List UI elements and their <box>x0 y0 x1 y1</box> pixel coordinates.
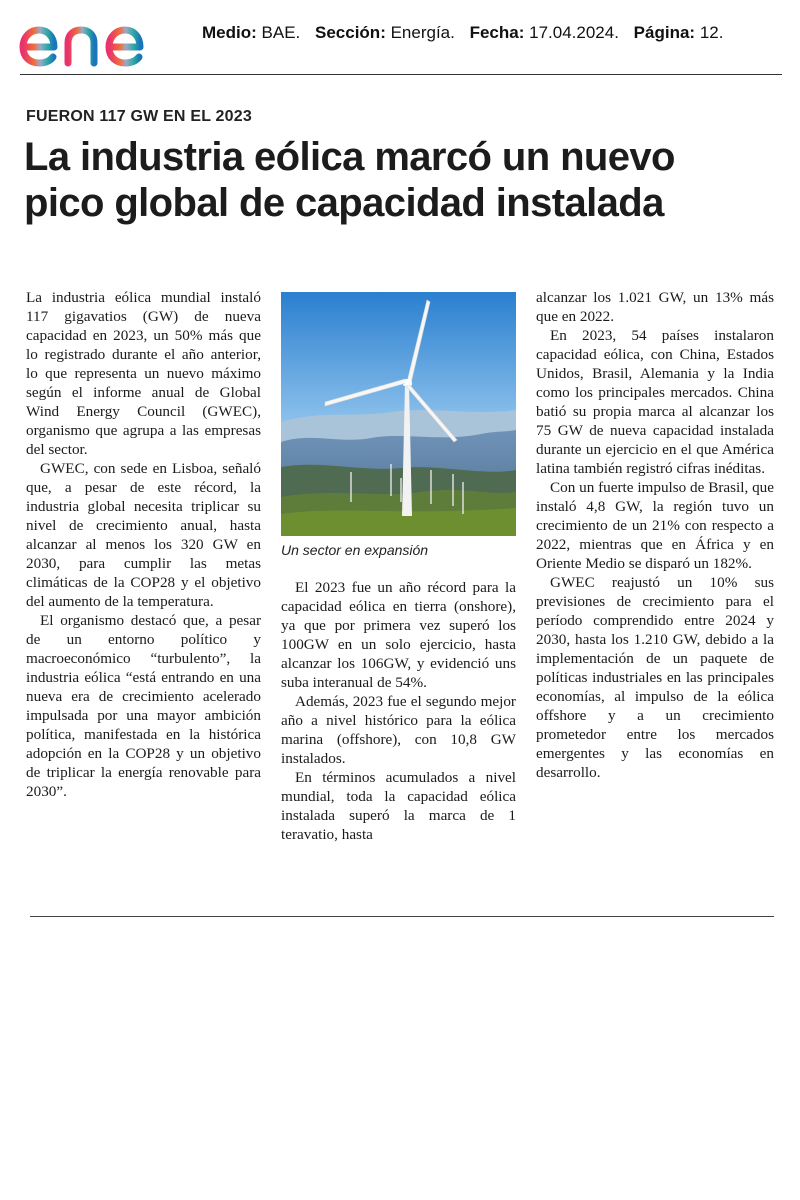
medio-label: Medio: <box>202 23 257 42</box>
article-paragraph: alcanzar los 1.021 GW, un 13% más que en 2022. <box>536 289 774 325</box>
wind-turbine-photo <box>281 292 516 536</box>
fecha-label: Fecha: <box>469 23 525 42</box>
article-paragraph: La industria eólica mundial instaló 117 gigavatios (GW) de nueva capacidad en 2023, un 50% más que lo registrado durante el año anterior, lo que representa un nuevo máximo según el informe anual de Global Wind Energy Council (GWEC), organismo que agrupa a las empresas del sector. <box>26 289 261 458</box>
article-paragraph: El organismo destacó que, a pesar de un entorno político y macroeconómico “turbulento”, la industria eólica “está entrando en una nueva era de crecimiento acelerado impulsada por una mayor ambición política, manifestada en la histórica adopción en la COP28 y un objetivo de triplicar la energía renovable para 2030”. <box>26 612 261 800</box>
article-paragraph: Además, 2023 fue el segundo mejor año a nivel histórico para la eólica marina (offshore), con 10,8 GW instalados. <box>281 693 516 767</box>
bottom-divider <box>30 916 774 917</box>
article-paragraph: En términos acumulados a nivel mundial, toda la capacidad eólica instalada superó la marca de 1 teravatio, hasta <box>281 769 516 843</box>
article-kicker: FUERON 117 GW EN EL 2023 <box>26 108 252 125</box>
photo-caption: Un sector en expansión <box>281 542 429 558</box>
article-headline <box>24 134 784 226</box>
fecha-value: 17.04.2024. <box>529 23 619 42</box>
article-paragraph: El 2023 fue un año récord para la capacidad eólica en tierra (onshore), ya que por primera vez superó los 100GW en un solo ejercicio, hasta alcanzar los 106GW, y evidenció uns suba interanual de 54%. <box>281 579 516 691</box>
article-paragraph: Con un fuerte impulso de Brasil, que instaló 4,8 GW, la región tuvo un crecimiento de un 21% con respecto a 2022, mientras que en África y en Oriente Medio se disparó un 182%. <box>536 479 774 572</box>
article-column-1 <box>26 288 261 801</box>
article-paragraph: GWEC, con sede en Lisboa, señaló que, a pesar de este récord, la industria global necesita triplicar su nivel de crecimiento anual, hasta alcanzar al menos los 320 GW en 2030, para cumplir las metas climáticas de la COP28 y el objetivo del aumento de la temperatura. <box>26 460 261 610</box>
clipping-metadata <box>202 23 723 43</box>
medio-value: BAE. <box>261 23 301 42</box>
header-divider <box>20 74 782 75</box>
article-paragraph: GWEC reajustó un 10% sus previsiones de crecimiento para el período comprendido entre 2024 y 2030, hasta los 1.210 GW, debido a la implementación de un paquete de políticas industriales en las principales economías, al impulso de la eólica offshore y a un crecimiento prometedor entre los mercados emergentes y las economías en desarrollo. <box>536 574 774 781</box>
enel-logo <box>16 10 178 68</box>
article-column-2 <box>281 578 516 844</box>
headline-line-1: La industria eólica marcó un nuevo <box>24 135 675 179</box>
pagina-label: Página: <box>633 23 696 42</box>
press-clipping-header <box>0 0 800 78</box>
article-paragraph: En 2023, 54 países instalaron capacidad eólica, con China, Estados Unidos, Brasil, Alemania y la India como los principales mercados. China batió su propia marca al alcanzar los 75 GW de nueva capacidad instalada durante un ejercicio en el que América latina también registró cifras inéditas. <box>536 327 774 477</box>
headline-line-2: pico global de capacidad instalada <box>24 181 664 225</box>
seccion-value: Energía. <box>390 23 455 42</box>
article-column-3 <box>536 288 774 782</box>
seccion-label: Sección: <box>315 23 386 42</box>
pagina-value: 12. <box>699 23 724 42</box>
